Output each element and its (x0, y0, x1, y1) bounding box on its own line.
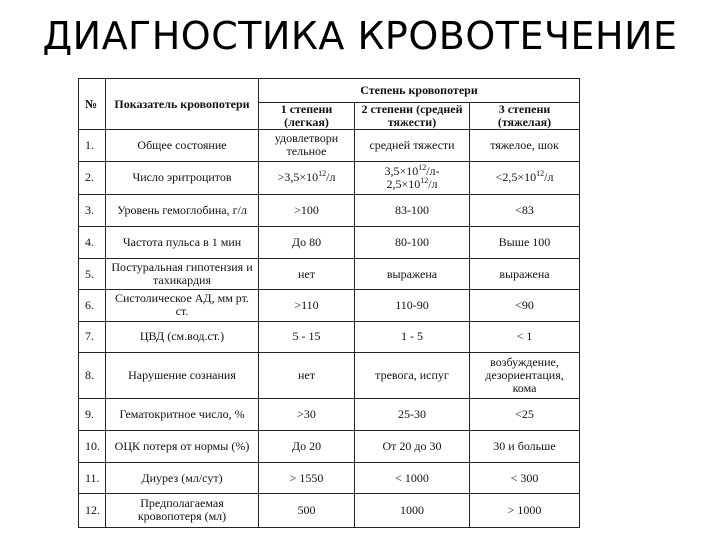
table-row (79, 463, 580, 493)
row-num: 8. (79, 352, 106, 398)
table-row (79, 399, 580, 431)
rbc-value-part: >3,5×10 (277, 170, 319, 185)
row-degree-2: выражена (355, 259, 470, 290)
row-degree-3: тяжелое, шок (470, 130, 580, 161)
rbc-unit: /л (544, 170, 554, 185)
rbc-exponent: 12 (420, 175, 429, 185)
row-degree-3: <83 (470, 194, 580, 226)
row-num: 5. (79, 259, 106, 290)
row-degree-1: нет (259, 352, 355, 398)
row-indicator: Уровень гемоглобина, г/л (106, 194, 259, 226)
rbc-unit: /л (428, 176, 438, 191)
row-degree-2: 110-90 (355, 290, 470, 321)
row-num: 11. (79, 463, 106, 493)
table-row (79, 130, 580, 161)
row-degree-1: >110 (259, 290, 355, 321)
row-degree-2: 80-100 (355, 226, 470, 258)
row-indicator: Диурез (мл/сут) (106, 463, 259, 493)
row-degree-3 (470, 161, 580, 194)
row-indicator: ОЦК потеря от нормы (%) (106, 431, 259, 463)
row-indicator: Постуральная гипотензия и тахикардия (106, 259, 259, 290)
row-degree-2: 83-100 (355, 194, 470, 226)
row-degree-3: возбуждение, дезориентация, кома (470, 352, 580, 398)
row-num: 3. (79, 194, 106, 226)
row-degree-1: >100 (259, 194, 355, 226)
row-degree-3: < 1 (470, 321, 580, 352)
row-indicator: ЦВД (см.вод.ст.) (106, 321, 259, 352)
row-indicator: Систолическое АД, мм рт. ст. (106, 290, 259, 321)
row-degree-2 (355, 161, 470, 194)
slide-title: ДИАГНОСТИКА КРОВОТЕЧЕНИЕ (42, 14, 678, 58)
rbc-value-part: 2,5×10 (386, 176, 421, 191)
row-degree-3: Выше 100 (470, 226, 580, 258)
header-degree-3: 3 степени (тяжелая) (470, 103, 580, 130)
rbc-unit: /л- (426, 163, 440, 178)
row-num: 10. (79, 431, 106, 463)
row-indicator: Гематокритное число, % (106, 399, 259, 431)
row-degree-2: 1 - 5 (355, 321, 470, 352)
table-row (79, 259, 580, 290)
row-num: 1. (79, 130, 106, 161)
row-degree-2: От 20 до 30 (355, 431, 470, 463)
row-indicator: Предполагаемая кровопотеря (мл) (106, 493, 259, 527)
table-row (79, 321, 580, 352)
row-degree-2: тревога, испуг (355, 352, 470, 398)
table-row (79, 290, 580, 321)
row-degree-1: До 20 (259, 431, 355, 463)
row-degree-2: 1000 (355, 493, 470, 527)
row-indicator: Нарушение сознания (106, 352, 259, 398)
row-degree-1: удовлетвори тельное (259, 130, 355, 161)
row-degree-1 (259, 161, 355, 194)
rbc-exponent: 12 (536, 169, 545, 179)
table-row (79, 431, 580, 463)
row-indicator: Частота пульса в 1 мин (106, 226, 259, 258)
rbc-exponent: 12 (318, 169, 327, 179)
row-indicator: Число эритроцитов (106, 161, 259, 194)
row-num: 7. (79, 321, 106, 352)
row-num: 2. (79, 161, 106, 194)
table-row (79, 161, 580, 194)
row-degree-1: > 1550 (259, 463, 355, 493)
rbc-value-part: 3,5×10 (384, 163, 419, 178)
row-degree-3: выражена (470, 259, 580, 290)
row-degree-1: 5 - 15 (259, 321, 355, 352)
header-indicator: Показатель кровопотери (106, 79, 259, 130)
row-indicator: Общее состояние (106, 130, 259, 161)
row-num: 12. (79, 493, 106, 527)
row-degree-3: <90 (470, 290, 580, 321)
row-num: 4. (79, 226, 106, 258)
table-row (79, 352, 580, 398)
header-degree-2: 2 степени (средней тяжести) (355, 103, 470, 130)
table-row (79, 226, 580, 258)
row-degree-2: 25-30 (355, 399, 470, 431)
row-degree-3: < 300 (470, 463, 580, 493)
table-row (79, 194, 580, 226)
row-degree-3: 30 и больше (470, 431, 580, 463)
row-degree-2: средней тяжести (355, 130, 470, 161)
rbc-exponent: 12 (418, 162, 427, 172)
rbc-value-part: <2,5×10 (495, 170, 537, 185)
row-degree-3: > 1000 (470, 493, 580, 527)
row-degree-2: < 1000 (355, 463, 470, 493)
row-degree-1: >30 (259, 399, 355, 431)
blood-loss-table (78, 78, 580, 528)
table-row (79, 493, 580, 527)
row-num: 9. (79, 399, 106, 431)
header-num: № (79, 79, 106, 130)
rbc-unit: /л (326, 170, 336, 185)
row-degree-1: 500 (259, 493, 355, 527)
header-severity: Степень кровопотери (259, 79, 580, 103)
row-degree-3: <25 (470, 399, 580, 431)
row-degree-1: До 80 (259, 226, 355, 258)
row-degree-1: нет (259, 259, 355, 290)
header-degree-1: 1 степени (легкая) (259, 103, 355, 130)
row-num: 6. (79, 290, 106, 321)
